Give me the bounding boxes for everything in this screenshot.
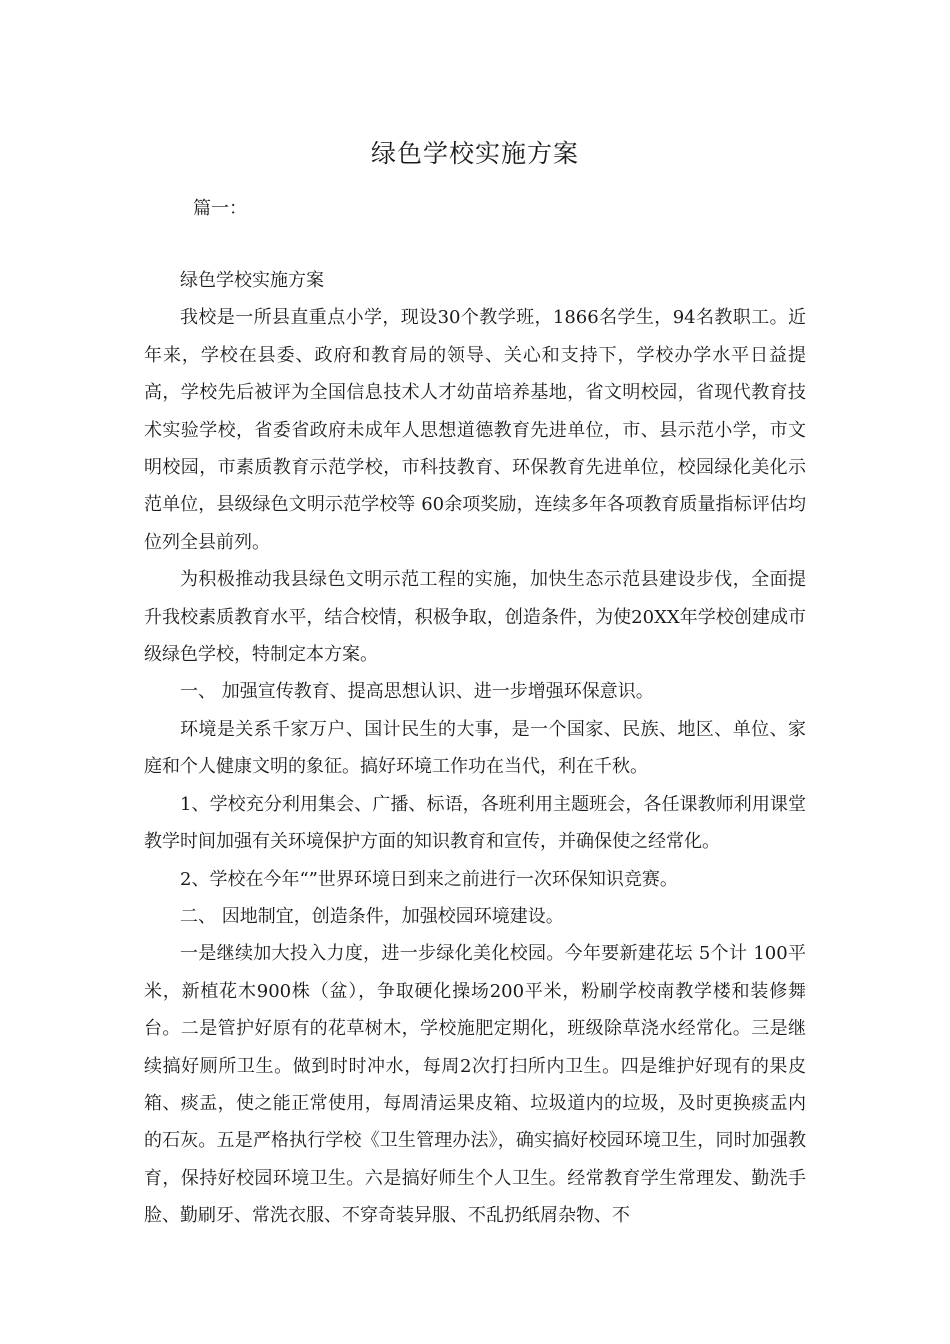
paragraph: 环境是关系千家万户、国计民生的大事，是一个国家、民族、地区、单位、家庭和个人健康文明的象征。搞好环境工作功在当代，利在千秋。 — [144, 718, 806, 778]
paragraph: 一是继续加大投入力度，进一步绿化美化校园。今年要新建花坛 5个计 100平米，新植花木900株（盆），争取硬化操场200平米，粉刷学校南教学楼和装修舞台。二是管护好原有的花草树木，学校施肥定期化，班级除草浇水经常化。三是继续搞好厕所卫生。做到时时冲水，每周2次打扫所内卫生。四是维护好现有的果皮箱、痰盂，使之能正常使用，每周清运果皮箱、垃圾道内的垃圾，及时更换痰盂内的石灰。五是严格执行学校《卫生管理办法》，确实搞好校园环境卫生，同时加强教育，保持好校园环境卫生。六是搞好师生个人卫生。经常教育学生常理发、勤洗手脸、勤刷牙、常洗衣服、不穿奇装异服、不乱扔纸屑杂物、不 — [144, 943, 806, 1227]
paragraph: 2、学校在今年“”世界环境日到来之前进行一次环保知识竞赛。 — [180, 868, 678, 890]
paragraph: 1、学校充分利用集会、广播、标语，各班利用主题班会，各任课教师利用课堂教学时间加强有关环境保护方面的知识教育和宣传，并确保使之经常化。 — [144, 793, 806, 853]
paragraph: 一、 加强宣传教育、提高思想认识、进一步增强环保意识。 — [180, 681, 654, 703]
section-label: 篇一： — [193, 198, 247, 219]
paragraph: 为积极推动我县绿色文明示范工程的实施，加快生态示范县建设步伐，全面提升我校素质教育水平，结合校情，积极争取，创造条件，为使20XX年学校创建成市级绿色学校，特制定本方案。 — [144, 569, 806, 666]
document-body — [144, 262, 806, 1235]
paragraph: 绿色学校实施方案 — [180, 270, 324, 291]
paragraph: 我校是一所县直重点小学，现设30个教学班，1866名学生，94名教职工。近年来，学校在县委、政府和教育局的领导、关心和支持下，学校办学水平日益提高，学校先后被评为全国信息技术人才幼苗培养基地，省文明校园，省现代教育技术实验学校，省委省政府未成年人思想道德教育先进单位，市、县示范小学，市文明校园，市素质教育示范学校，市科技教育、环保教育先进单位，校园绿化美化示范单位，县级绿色文明示范学校等 60余项奖励，连续多年各项教育质量指标评估均位列全县前列。 — [144, 307, 806, 553]
document-title: 绿色学校实施方案 — [370, 139, 579, 168]
paragraph: 二、 因地制宜，创造条件，加强校园环境建设。 — [180, 905, 564, 927]
